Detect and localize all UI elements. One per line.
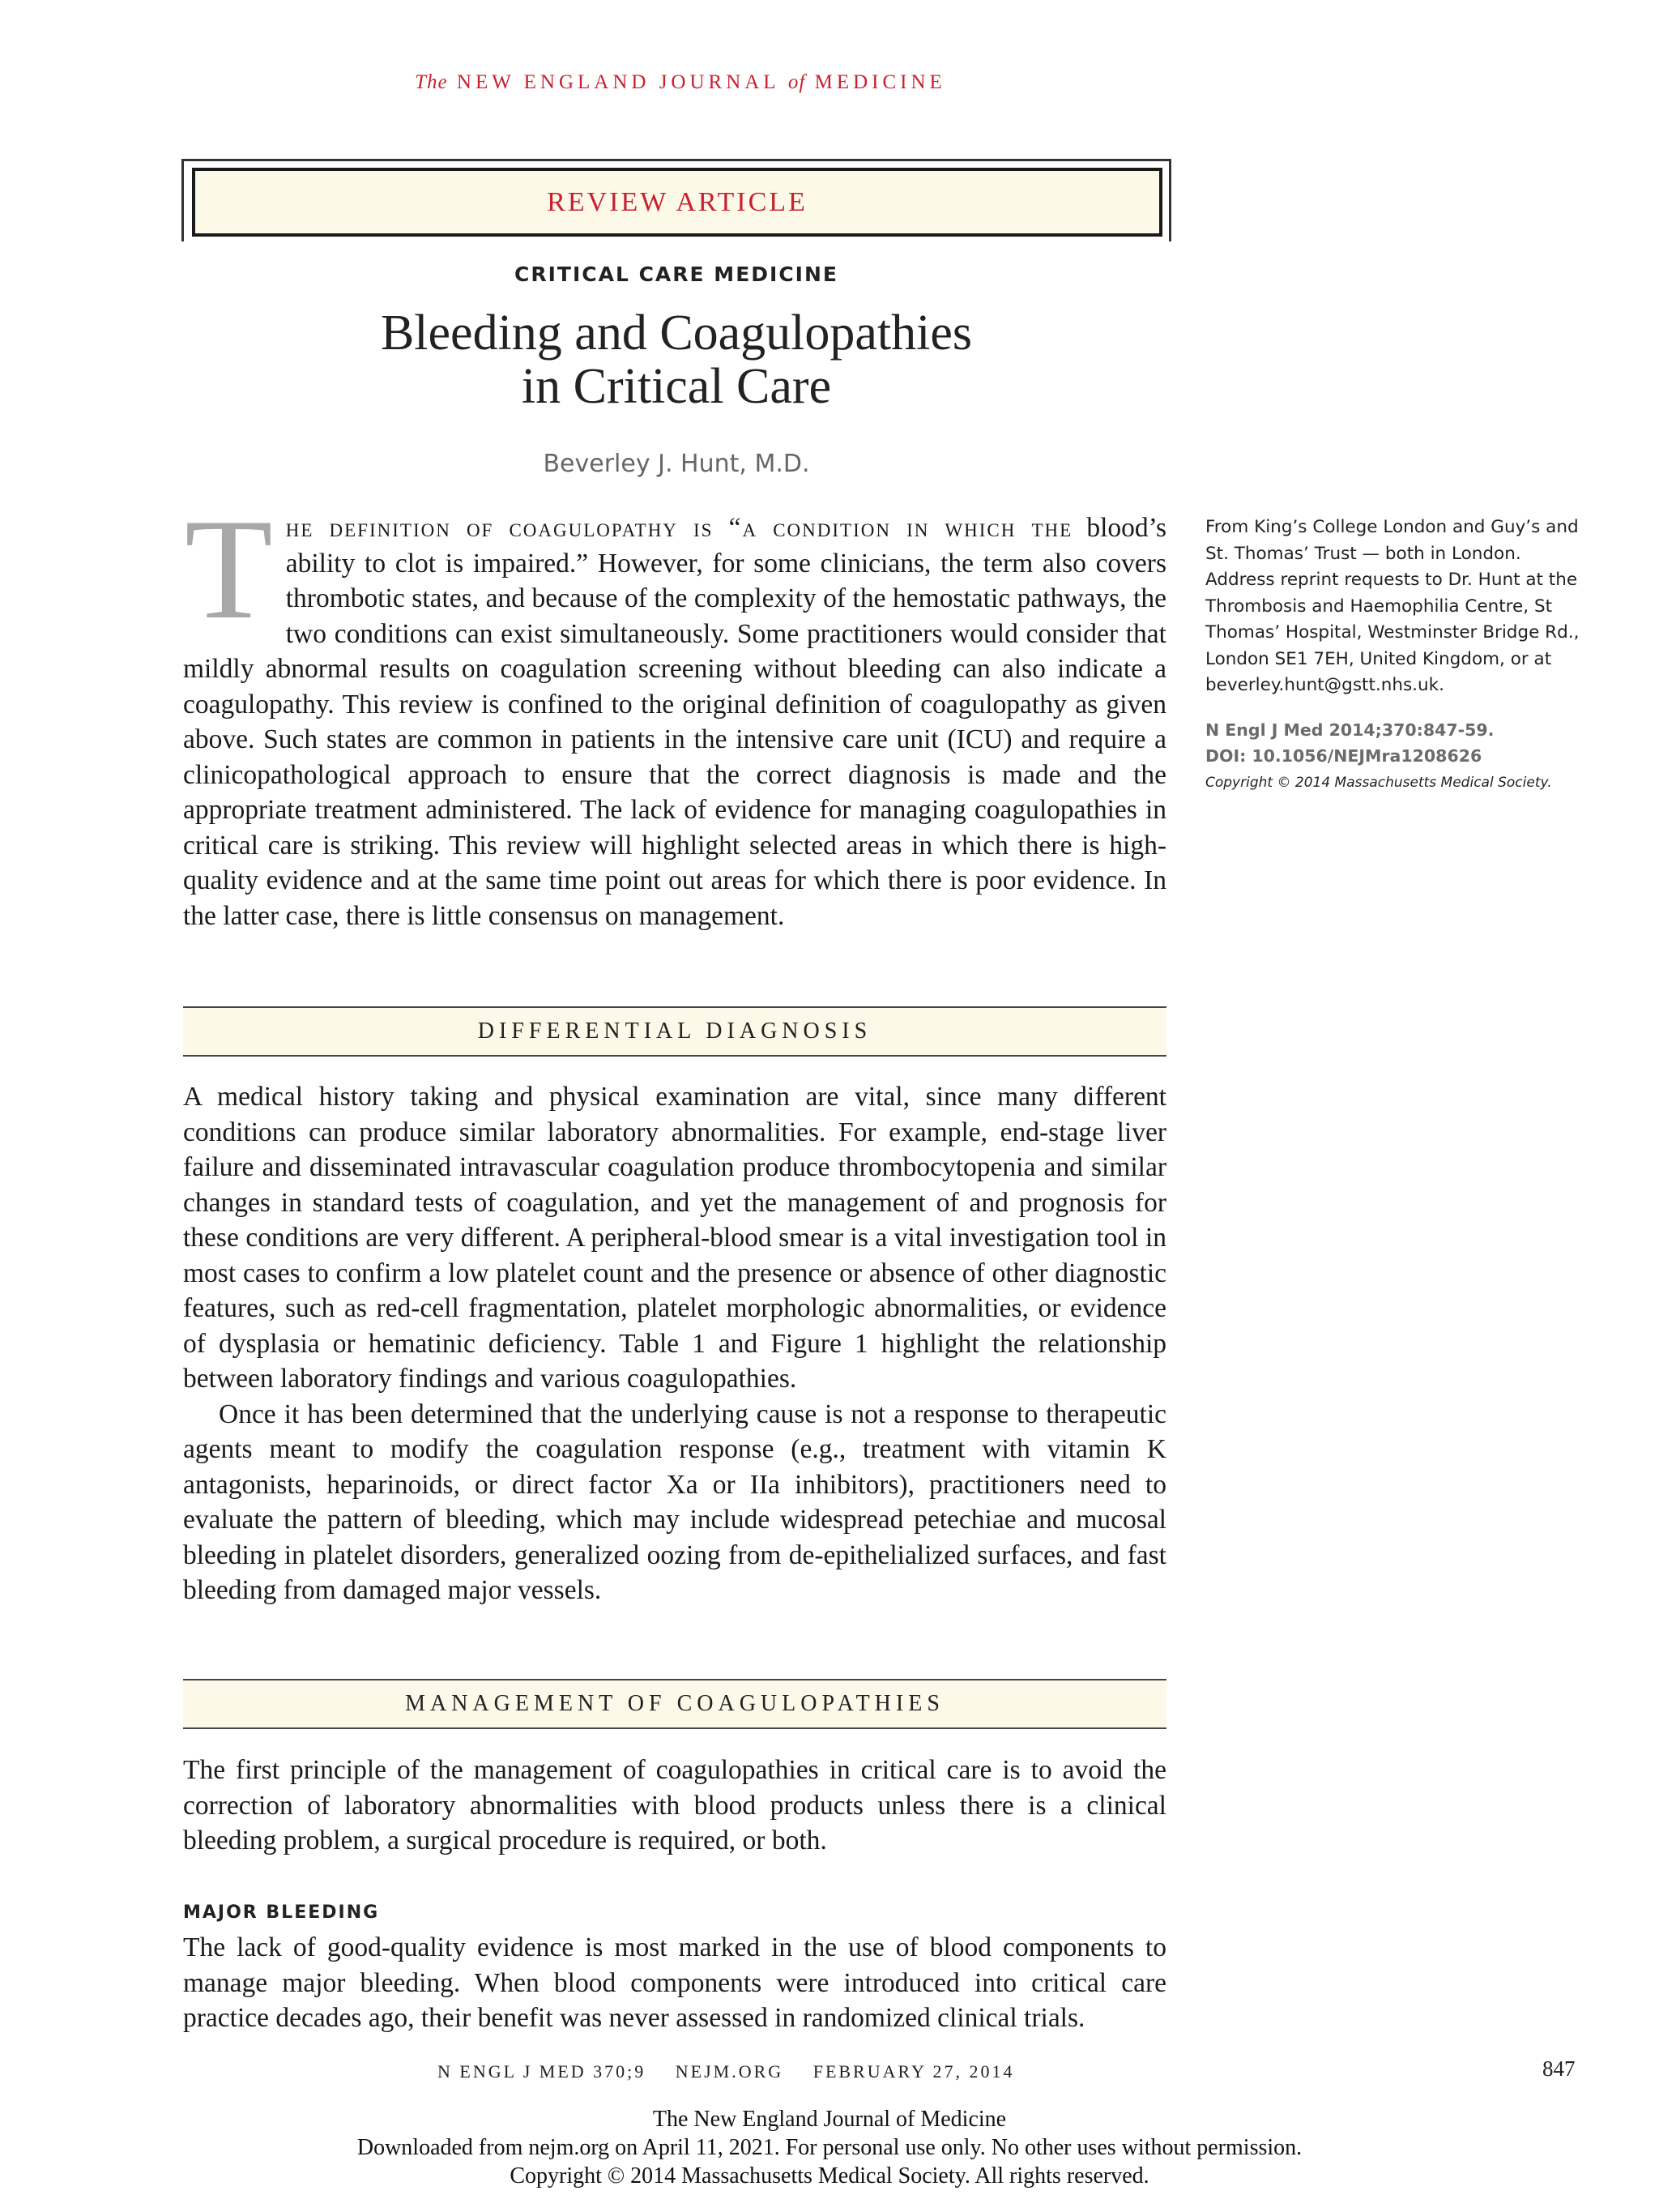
notice-download: Downloaded from nejm.org on April 11, 2021. For personal use only. No other uses without permission. xyxy=(356,2135,1303,2160)
footer-date: FEBRUARY 27, 2014 xyxy=(812,2061,1015,2082)
differential-paragraph-2: Once it has been determined that the underlying cause is not a response to therapeutic agents meant to modify the coagulation response (e.g., treatment with vitamin K antagonists, heparinoids, or direct factor Xa or IIa inhibitors), practitioners need to evaluate the pattern of bleeding, which may include widespread petechiae and mucosal bleeding in platelet disorders, generalized oozing from de-epithelialized surfaces, and fast bleeding from damaged major vessels. xyxy=(183,1399,1166,1605)
intro-paragraph xyxy=(183,489,1166,933)
journal-header-main: NEW ENGLAND JOURNAL xyxy=(456,71,779,93)
journal-header-the: The xyxy=(415,71,448,93)
intro-lead-smallcaps: he definition of coagulopathy is “a condition in which the xyxy=(285,513,1073,543)
differential-body xyxy=(183,1079,1166,1608)
citation: N Engl J Med 2014;370:847-59. xyxy=(1205,720,1495,740)
section-heading-management: MANAGEMENT OF COAGULOPATHIES xyxy=(183,1679,1166,1729)
journal-header-of: of xyxy=(787,71,806,93)
article-type-banner: REVIEW ARTICLE xyxy=(192,168,1162,237)
notice-copyright: Copyright © 2014 Massachusetts Medical Society. All rights reserved. xyxy=(510,2163,1149,2189)
copyright-note: Copyright © 2014 Massachusetts Medical Society. xyxy=(1205,774,1552,791)
download-notice xyxy=(0,2105,1659,2190)
management-paragraph-1: The first principle of the management of coagulopathies in critical care is to avoid the correction of laboratory abnormalities with blood products unless there is a clinical bleeding problem, a surgical procedure is required, or both. xyxy=(183,1755,1166,1855)
notice-journal: The New England Journal of Medicine xyxy=(652,2107,1007,2132)
management-body xyxy=(183,1753,1166,1859)
article-section-label: CRITICAL CARE MEDICINE xyxy=(514,263,838,286)
doi: DOI: 10.1056/NEJMra1208626 xyxy=(1205,746,1482,766)
differential-paragraph-1: A medical history taking and physical examination are vital, since many different conditions can produce similar laboratory abnormalities. For example, end-stage liver failure and disseminated intravascular coagulation produce thrombocytopenia and similar changes in standard tests of coagulation, and yet the management of and prognosis for these conditions are very different. A peripheral-blood smear is a vital investigation tool in most cases to confirm a low platelet count and the presence or absence of other diagnostic features, such as red-cell fragmentation, platelet morphologic abnormalities, or evidence of dysplasia or hematinic deficiency. Table 1 and Figure 1 highlight the relationship between laboratory findings and various coagulopathies. xyxy=(183,1082,1166,1394)
journal-header-medicine: MEDICINE xyxy=(814,71,946,93)
page-number: 847 xyxy=(1542,2056,1576,2081)
sidebar-note xyxy=(1205,515,1588,796)
intro-text: blood’s ability to clot is impaired.” However, for some clinicians, the term also covers thrombotic states, and because of the complexity of the hemostatic pathways, the two conditions can exist simultaneously. Some practitioners would consider that mildly abnormal results on coagulation screening without bleeding can also indicate a coagulopathy. This review is confined to the original definition of coagulopathy as given above. Such states are common in patients in the intensive care unit (ICU) and require a clinicopathological approach to ensure that the correct diagnosis is made and the appropriate treatment administered. The lack of evidence for managing coagulopathies in critical care is striking. This review will highlight selected areas in which there is high-quality evidence and at the same time point out areas for which there is poor evidence. In the latter case, there is little consensus on management. xyxy=(183,513,1166,931)
subheading-major-bleeding: MAJOR BLEEDING xyxy=(183,1902,380,1923)
author-affiliation: From King’s College London and Guy’s and St. Thomas’ Trust — both in London. Address reprint requests to Dr. Hunt at the Thrombosis and Haemophilia Centre, St Thomas’ Hospital, Westminster Bridge Rd., London SE1 7EH, United Kingdom, or at beverley.hunt@gstt.nhs.uk. xyxy=(1205,517,1580,695)
article-title-line2: in Critical Care xyxy=(521,359,832,414)
article-author: Beverley J. Hunt, M.D. xyxy=(543,450,810,478)
article-title xyxy=(181,306,1171,413)
major-bleeding-paragraph-1: The lack of good-quality evidence is most marked in the use of blood components to manage major bleeding. When blood components were introduced into critical care practice decades ago, their benefit was never assessed in randomized clinical trials. xyxy=(183,1932,1166,2033)
citation-block xyxy=(1205,717,1588,770)
footer-site: NEJM.ORG xyxy=(675,2061,784,2082)
footer-journal-ref: N ENGL J MED 370;9 xyxy=(437,2061,646,2082)
major-bleeding-body xyxy=(183,1930,1166,2036)
article-title-line1: Bleeding and Coagulopathies xyxy=(380,305,973,361)
drop-cap: T xyxy=(185,489,273,649)
section-heading-differential: DIFFERENTIAL DIAGNOSIS xyxy=(183,1006,1166,1057)
page-footer xyxy=(437,2061,1038,2082)
journal-header xyxy=(0,71,1361,94)
